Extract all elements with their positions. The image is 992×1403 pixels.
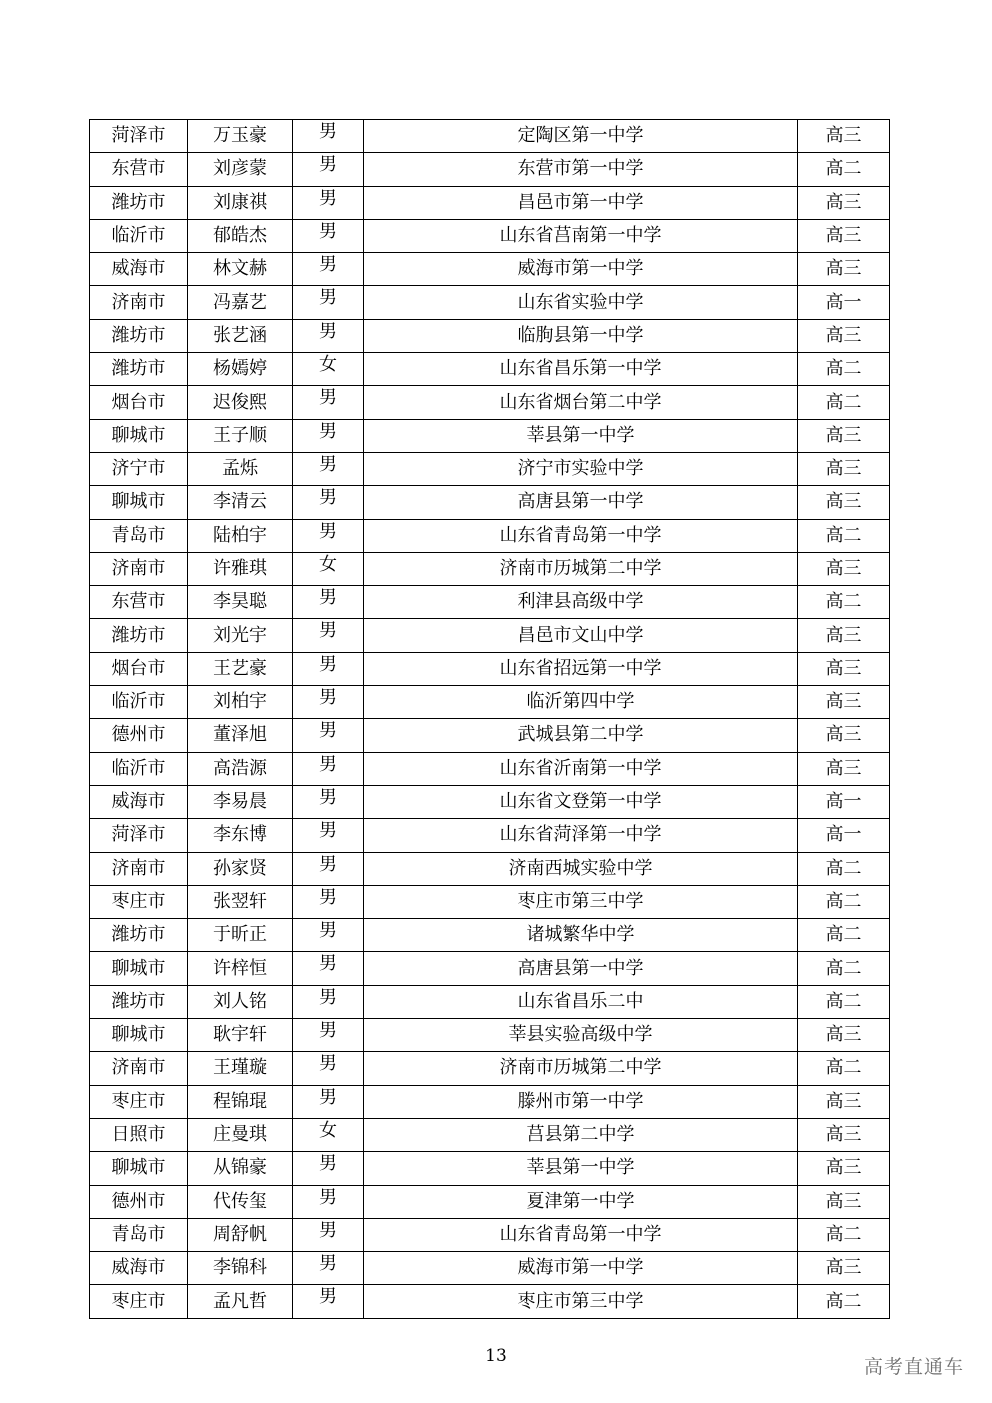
gender-cell: 男 [293, 1252, 364, 1285]
city-cell: 菏泽市 [90, 819, 188, 852]
school-cell: 山东省青岛第一中学 [364, 1218, 798, 1251]
gender-cell: 女 [293, 1118, 364, 1151]
city-cell: 聊城市 [90, 1019, 188, 1052]
grade-cell: 高二 [798, 153, 890, 186]
city-cell: 枣庄市 [90, 1285, 188, 1318]
table-row [90, 1085, 890, 1118]
gender-cell: 男 [293, 452, 364, 485]
grade-cell: 高二 [798, 985, 890, 1018]
school-cell: 山东省莒南第一中学 [364, 219, 798, 252]
school-cell: 山东省烟台第二中学 [364, 386, 798, 419]
school-cell: 山东省文登第一中学 [364, 785, 798, 818]
name-cell: 冯嘉艺 [188, 286, 293, 319]
name-cell: 李东博 [188, 819, 293, 852]
school-cell: 山东省沂南第一中学 [364, 752, 798, 785]
gender-cell: 男 [293, 486, 364, 519]
school-cell: 昌邑市文山中学 [364, 619, 798, 652]
gender-cell: 男 [293, 586, 364, 619]
gender-cell: 男 [293, 319, 364, 352]
school-cell: 莘县实验高级中学 [364, 1019, 798, 1052]
city-cell: 潍坊市 [90, 186, 188, 219]
table-row [90, 885, 890, 918]
table-row [90, 586, 890, 619]
city-cell: 菏泽市 [90, 120, 188, 153]
table-row [90, 419, 890, 452]
table-row [90, 719, 890, 752]
grade-cell: 高二 [798, 1052, 890, 1085]
school-cell: 高唐县第一中学 [364, 952, 798, 985]
school-cell: 济南市历城第二中学 [364, 1052, 798, 1085]
city-cell: 威海市 [90, 253, 188, 286]
table-row [90, 619, 890, 652]
grade-cell: 高三 [798, 1019, 890, 1052]
gender-cell: 男 [293, 1185, 364, 1218]
city-cell: 济南市 [90, 286, 188, 319]
name-cell: 李易晨 [188, 785, 293, 818]
school-cell: 诸城繁华中学 [364, 919, 798, 952]
table-row [90, 552, 890, 585]
grade-cell: 高二 [798, 1285, 890, 1318]
school-cell: 威海市第一中学 [364, 1252, 798, 1285]
grade-cell: 高三 [798, 1185, 890, 1218]
name-cell: 许梓恒 [188, 952, 293, 985]
city-cell: 东营市 [90, 153, 188, 186]
gender-cell: 男 [293, 1085, 364, 1118]
table-row [90, 1019, 890, 1052]
city-cell: 济南市 [90, 1052, 188, 1085]
gender-cell: 男 [293, 885, 364, 918]
table-row [90, 686, 890, 719]
table-row [90, 286, 890, 319]
name-cell: 万玉豪 [188, 120, 293, 153]
name-cell: 孙家贤 [188, 852, 293, 885]
table-row [90, 253, 890, 286]
table-row [90, 386, 890, 419]
school-cell: 济南西城实验中学 [364, 852, 798, 885]
school-cell: 枣庄市第三中学 [364, 1285, 798, 1318]
gender-cell: 男 [293, 386, 364, 419]
school-cell: 滕州市第一中学 [364, 1085, 798, 1118]
table-row [90, 785, 890, 818]
school-cell: 山东省菏泽第一中学 [364, 819, 798, 852]
grade-cell: 高三 [798, 1085, 890, 1118]
city-cell: 威海市 [90, 1252, 188, 1285]
table-row [90, 120, 890, 153]
gender-cell: 男 [293, 952, 364, 985]
school-cell: 临沂第四中学 [364, 686, 798, 719]
city-cell: 威海市 [90, 785, 188, 818]
city-cell: 聊城市 [90, 952, 188, 985]
name-cell: 周舒帆 [188, 1218, 293, 1251]
grade-cell: 高一 [798, 785, 890, 818]
table-row [90, 1052, 890, 1085]
grade-cell: 高三 [798, 552, 890, 585]
city-cell: 聊城市 [90, 419, 188, 452]
grade-cell: 高二 [798, 919, 890, 952]
watermark-text: 高考直通车 [863, 1356, 964, 1378]
city-cell: 潍坊市 [90, 319, 188, 352]
table-row [90, 819, 890, 852]
city-cell: 聊城市 [90, 486, 188, 519]
gender-cell: 男 [293, 985, 364, 1018]
name-cell: 刘人铭 [188, 985, 293, 1018]
grade-cell: 高三 [798, 686, 890, 719]
city-cell: 潍坊市 [90, 919, 188, 952]
roster-table-body [90, 120, 890, 1319]
gender-cell: 女 [293, 353, 364, 386]
name-cell: 于昕正 [188, 919, 293, 952]
grade-cell: 高二 [798, 519, 890, 552]
grade-cell: 高一 [798, 819, 890, 852]
gender-cell: 男 [293, 752, 364, 785]
gender-cell: 男 [293, 519, 364, 552]
table-row [90, 1152, 890, 1185]
name-cell: 李清云 [188, 486, 293, 519]
city-cell: 临沂市 [90, 686, 188, 719]
name-cell: 迟俊熙 [188, 386, 293, 419]
city-cell: 青岛市 [90, 1218, 188, 1251]
grade-cell: 高二 [798, 952, 890, 985]
city-cell: 德州市 [90, 1185, 188, 1218]
name-cell: 董泽旭 [188, 719, 293, 752]
table-row [90, 985, 890, 1018]
gender-cell: 男 [293, 1019, 364, 1052]
gender-cell: 男 [293, 619, 364, 652]
grade-cell: 高三 [798, 1252, 890, 1285]
gender-cell: 男 [293, 286, 364, 319]
grade-cell: 高三 [798, 319, 890, 352]
page-number: 13 [485, 1346, 507, 1366]
name-cell: 从锦豪 [188, 1152, 293, 1185]
name-cell: 陆柏宇 [188, 519, 293, 552]
table-row [90, 652, 890, 685]
table-row [90, 1118, 890, 1151]
city-cell: 青岛市 [90, 519, 188, 552]
gender-cell: 男 [293, 219, 364, 252]
table-row [90, 153, 890, 186]
table-row [90, 519, 890, 552]
city-cell: 聊城市 [90, 1152, 188, 1185]
table-row [90, 919, 890, 952]
name-cell: 程锦琨 [188, 1085, 293, 1118]
table-row [90, 486, 890, 519]
school-cell: 东营市第一中学 [364, 153, 798, 186]
school-cell: 莘县第一中学 [364, 1152, 798, 1185]
name-cell: 刘柏宇 [188, 686, 293, 719]
gender-cell: 男 [293, 785, 364, 818]
gender-cell: 男 [293, 419, 364, 452]
name-cell: 李锦科 [188, 1252, 293, 1285]
grade-cell: 高二 [798, 885, 890, 918]
grade-cell: 高三 [798, 652, 890, 685]
grade-cell: 高二 [798, 353, 890, 386]
school-cell: 山东省青岛第一中学 [364, 519, 798, 552]
table-row [90, 1252, 890, 1285]
grade-cell: 高三 [798, 719, 890, 752]
table-row [90, 186, 890, 219]
name-cell: 刘彦蒙 [188, 153, 293, 186]
school-cell: 莒县第二中学 [364, 1118, 798, 1151]
grade-cell: 高二 [798, 852, 890, 885]
gender-cell: 男 [293, 253, 364, 286]
name-cell: 高浩源 [188, 752, 293, 785]
grade-cell: 高三 [798, 186, 890, 219]
school-cell: 山东省昌乐第一中学 [364, 353, 798, 386]
grade-cell: 高三 [798, 752, 890, 785]
school-cell: 枣庄市第三中学 [364, 885, 798, 918]
name-cell: 郁皓杰 [188, 219, 293, 252]
name-cell: 刘光宇 [188, 619, 293, 652]
name-cell: 杨嫣婷 [188, 353, 293, 386]
name-cell: 张翌轩 [188, 885, 293, 918]
grade-cell: 高二 [798, 586, 890, 619]
school-cell: 莘县第一中学 [364, 419, 798, 452]
name-cell: 孟凡哲 [188, 1285, 293, 1318]
table-row [90, 1218, 890, 1251]
grade-cell: 高三 [798, 253, 890, 286]
table-row [90, 952, 890, 985]
gender-cell: 女 [293, 552, 364, 585]
gender-cell: 男 [293, 1285, 364, 1318]
table-row [90, 1185, 890, 1218]
grade-cell: 高一 [798, 286, 890, 319]
roster-table [89, 119, 890, 1319]
table-row [90, 752, 890, 785]
city-cell: 东营市 [90, 586, 188, 619]
school-cell: 临朐县第一中学 [364, 319, 798, 352]
name-cell: 李昊聪 [188, 586, 293, 619]
grade-cell: 高二 [798, 386, 890, 419]
name-cell: 庄曼琪 [188, 1118, 293, 1151]
gender-cell: 男 [293, 1052, 364, 1085]
school-cell: 济宁市实验中学 [364, 452, 798, 485]
city-cell: 烟台市 [90, 652, 188, 685]
city-cell: 济南市 [90, 852, 188, 885]
city-cell: 枣庄市 [90, 1085, 188, 1118]
school-cell: 济南市历城第二中学 [364, 552, 798, 585]
name-cell: 张艺涵 [188, 319, 293, 352]
table-row [90, 452, 890, 485]
grade-cell: 高三 [798, 1152, 890, 1185]
gender-cell: 男 [293, 852, 364, 885]
gender-cell: 男 [293, 686, 364, 719]
table-row [90, 852, 890, 885]
school-cell: 昌邑市第一中学 [364, 186, 798, 219]
school-cell: 利津县高级中学 [364, 586, 798, 619]
name-cell: 耿宇轩 [188, 1019, 293, 1052]
gender-cell: 男 [293, 186, 364, 219]
name-cell: 孟烁 [188, 452, 293, 485]
city-cell: 潍坊市 [90, 353, 188, 386]
city-cell: 临沂市 [90, 752, 188, 785]
city-cell: 枣庄市 [90, 885, 188, 918]
gender-cell: 男 [293, 153, 364, 186]
name-cell: 代传玺 [188, 1185, 293, 1218]
gender-cell: 男 [293, 1152, 364, 1185]
name-cell: 王艺豪 [188, 652, 293, 685]
grade-cell: 高三 [798, 486, 890, 519]
gender-cell: 男 [293, 819, 364, 852]
gender-cell: 男 [293, 919, 364, 952]
city-cell: 济南市 [90, 552, 188, 585]
city-cell: 烟台市 [90, 386, 188, 419]
name-cell: 许雅琪 [188, 552, 293, 585]
school-cell: 山东省昌乐二中 [364, 985, 798, 1018]
city-cell: 潍坊市 [90, 985, 188, 1018]
grade-cell: 高二 [798, 1218, 890, 1251]
city-cell: 济宁市 [90, 452, 188, 485]
grade-cell: 高三 [798, 452, 890, 485]
name-cell: 林文赫 [188, 253, 293, 286]
table-row [90, 353, 890, 386]
gender-cell: 男 [293, 652, 364, 685]
table-row [90, 219, 890, 252]
city-cell: 临沂市 [90, 219, 188, 252]
city-cell: 日照市 [90, 1118, 188, 1151]
school-cell: 山东省实验中学 [364, 286, 798, 319]
school-cell: 夏津第一中学 [364, 1185, 798, 1218]
table-row [90, 319, 890, 352]
school-cell: 山东省招远第一中学 [364, 652, 798, 685]
name-cell: 王子顺 [188, 419, 293, 452]
gender-cell: 男 [293, 120, 364, 153]
name-cell: 王瑾璇 [188, 1052, 293, 1085]
grade-cell: 高三 [798, 219, 890, 252]
city-cell: 德州市 [90, 719, 188, 752]
grade-cell: 高三 [798, 1118, 890, 1151]
school-cell: 威海市第一中学 [364, 253, 798, 286]
table-row [90, 1285, 890, 1318]
school-cell: 高唐县第一中学 [364, 486, 798, 519]
grade-cell: 高三 [798, 120, 890, 153]
name-cell: 刘康祺 [188, 186, 293, 219]
grade-cell: 高三 [798, 619, 890, 652]
grade-cell: 高三 [798, 419, 890, 452]
gender-cell: 男 [293, 1218, 364, 1251]
school-cell: 定陶区第一中学 [364, 120, 798, 153]
school-cell: 武城县第二中学 [364, 719, 798, 752]
gender-cell: 男 [293, 719, 364, 752]
city-cell: 潍坊市 [90, 619, 188, 652]
